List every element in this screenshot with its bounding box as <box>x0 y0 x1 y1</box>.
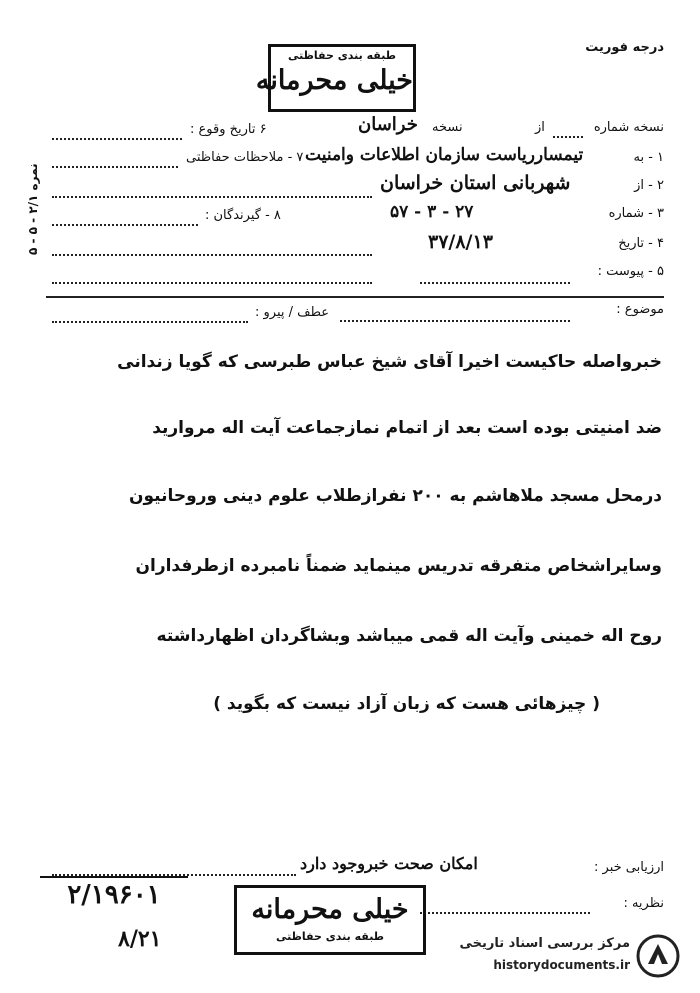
copy-no-label: نسخه شماره <box>593 120 664 135</box>
copy-value: خراسان <box>358 114 418 135</box>
subject-label: موضوع : <box>616 302 664 317</box>
handwritten-number-box <box>40 876 188 914</box>
line3-value: ۵۷ - ۳ - ۲۷ <box>390 202 474 222</box>
bottom-stamp-sub: طبقه بندی حفاظتی <box>275 930 385 943</box>
watermark-site: historydocuments.ir <box>493 958 630 972</box>
opinion-label: نظریه : <box>623 896 664 911</box>
reference-dots <box>52 321 248 323</box>
line5-label: ۵ - پیوست : <box>597 264 664 279</box>
watermark-text: مرکز بررسی اسناد تاریخی <box>459 936 630 951</box>
body-line-5: روح اله خمینی وآیت اله قمی میباشد وبشاگردان اظهارداشته <box>156 626 662 646</box>
event-date-label: ۶ تاریخ وقوع : <box>190 122 267 137</box>
line2-value: شهربانی استان خراسان <box>380 172 571 194</box>
line3-label: ۳ - شماره <box>608 206 664 221</box>
header-separator <box>46 296 664 298</box>
recipients-dots <box>52 224 198 226</box>
protection-notes-label: ۷ - ملاحظات حفاظتی <box>186 150 304 165</box>
body-line-3: درمحل مسجد ملاهاشم به ۲۰۰ نفرازطلاب علوم دینی وروحانیون <box>129 486 662 506</box>
event-date-dots <box>52 138 182 140</box>
protection-notes-dots <box>52 166 178 168</box>
line2-side-dots <box>52 196 372 198</box>
classification-value: خیلی محرمانه <box>255 65 413 96</box>
line5-side-dots <box>52 282 372 284</box>
assessment-label: ارزیابی خبر : <box>594 860 664 875</box>
assessment-value: امکان صحت خبروجود دارد <box>300 854 478 873</box>
line2-label: ۲ - از <box>634 178 664 193</box>
classification-label: طبقه بندی حفاظتی <box>287 49 397 62</box>
line4-side-dots <box>52 254 372 256</box>
watermark-logo-icon <box>636 934 680 978</box>
subject-dots <box>340 320 570 322</box>
classification-stamp-top <box>255 44 416 112</box>
classification-stamp-bottom <box>234 885 426 955</box>
from-label: از <box>535 120 545 135</box>
body-line-4: وسایراشخاص متفرقه تدریس مینماید ضمناً نامبرده ازطرفداران <box>135 556 662 576</box>
line1-label: ۱ - به <box>633 150 664 165</box>
line1-value: تیمسارریاست سازمان اطلاعات وامنیت <box>305 145 584 165</box>
line5-dots <box>420 282 570 284</box>
handwritten-small: ۸/۲۱ <box>118 926 162 952</box>
copy-label: نسخه <box>432 120 463 135</box>
recipients-label: ۸ - گیرندگان : <box>205 208 281 223</box>
urgency-label: درجه فوریت <box>585 40 664 55</box>
bottom-stamp-value: خیلی محرمانه <box>251 894 409 925</box>
line4-label: ۴ - تاریخ <box>618 236 664 251</box>
margin-note: نمره ۲/۱ - ۵ - ۵ <box>26 163 40 255</box>
body-line-1: خبرواصله حاکیست اخیرا آقای شیخ عباس طبرسی که گویا زندانی <box>117 352 662 372</box>
body-line-2: ضد امنیتی بوده است بعد از اتمام نمازجماعت آیت اله مروارید <box>152 418 662 438</box>
copy-no-dots <box>553 136 583 138</box>
opinion-dots <box>420 912 590 914</box>
line4-value: ۳۷/۸/۱۳ <box>428 231 493 253</box>
watermark <box>418 932 680 982</box>
handwritten-number: ۲/۱۹۶۰۱ <box>67 880 161 910</box>
body-line-6: ( چیزهائی هست که زبان آزاد نیست که بگوید ) <box>213 694 600 714</box>
reference-label: عطف / پیرو : <box>255 305 330 320</box>
